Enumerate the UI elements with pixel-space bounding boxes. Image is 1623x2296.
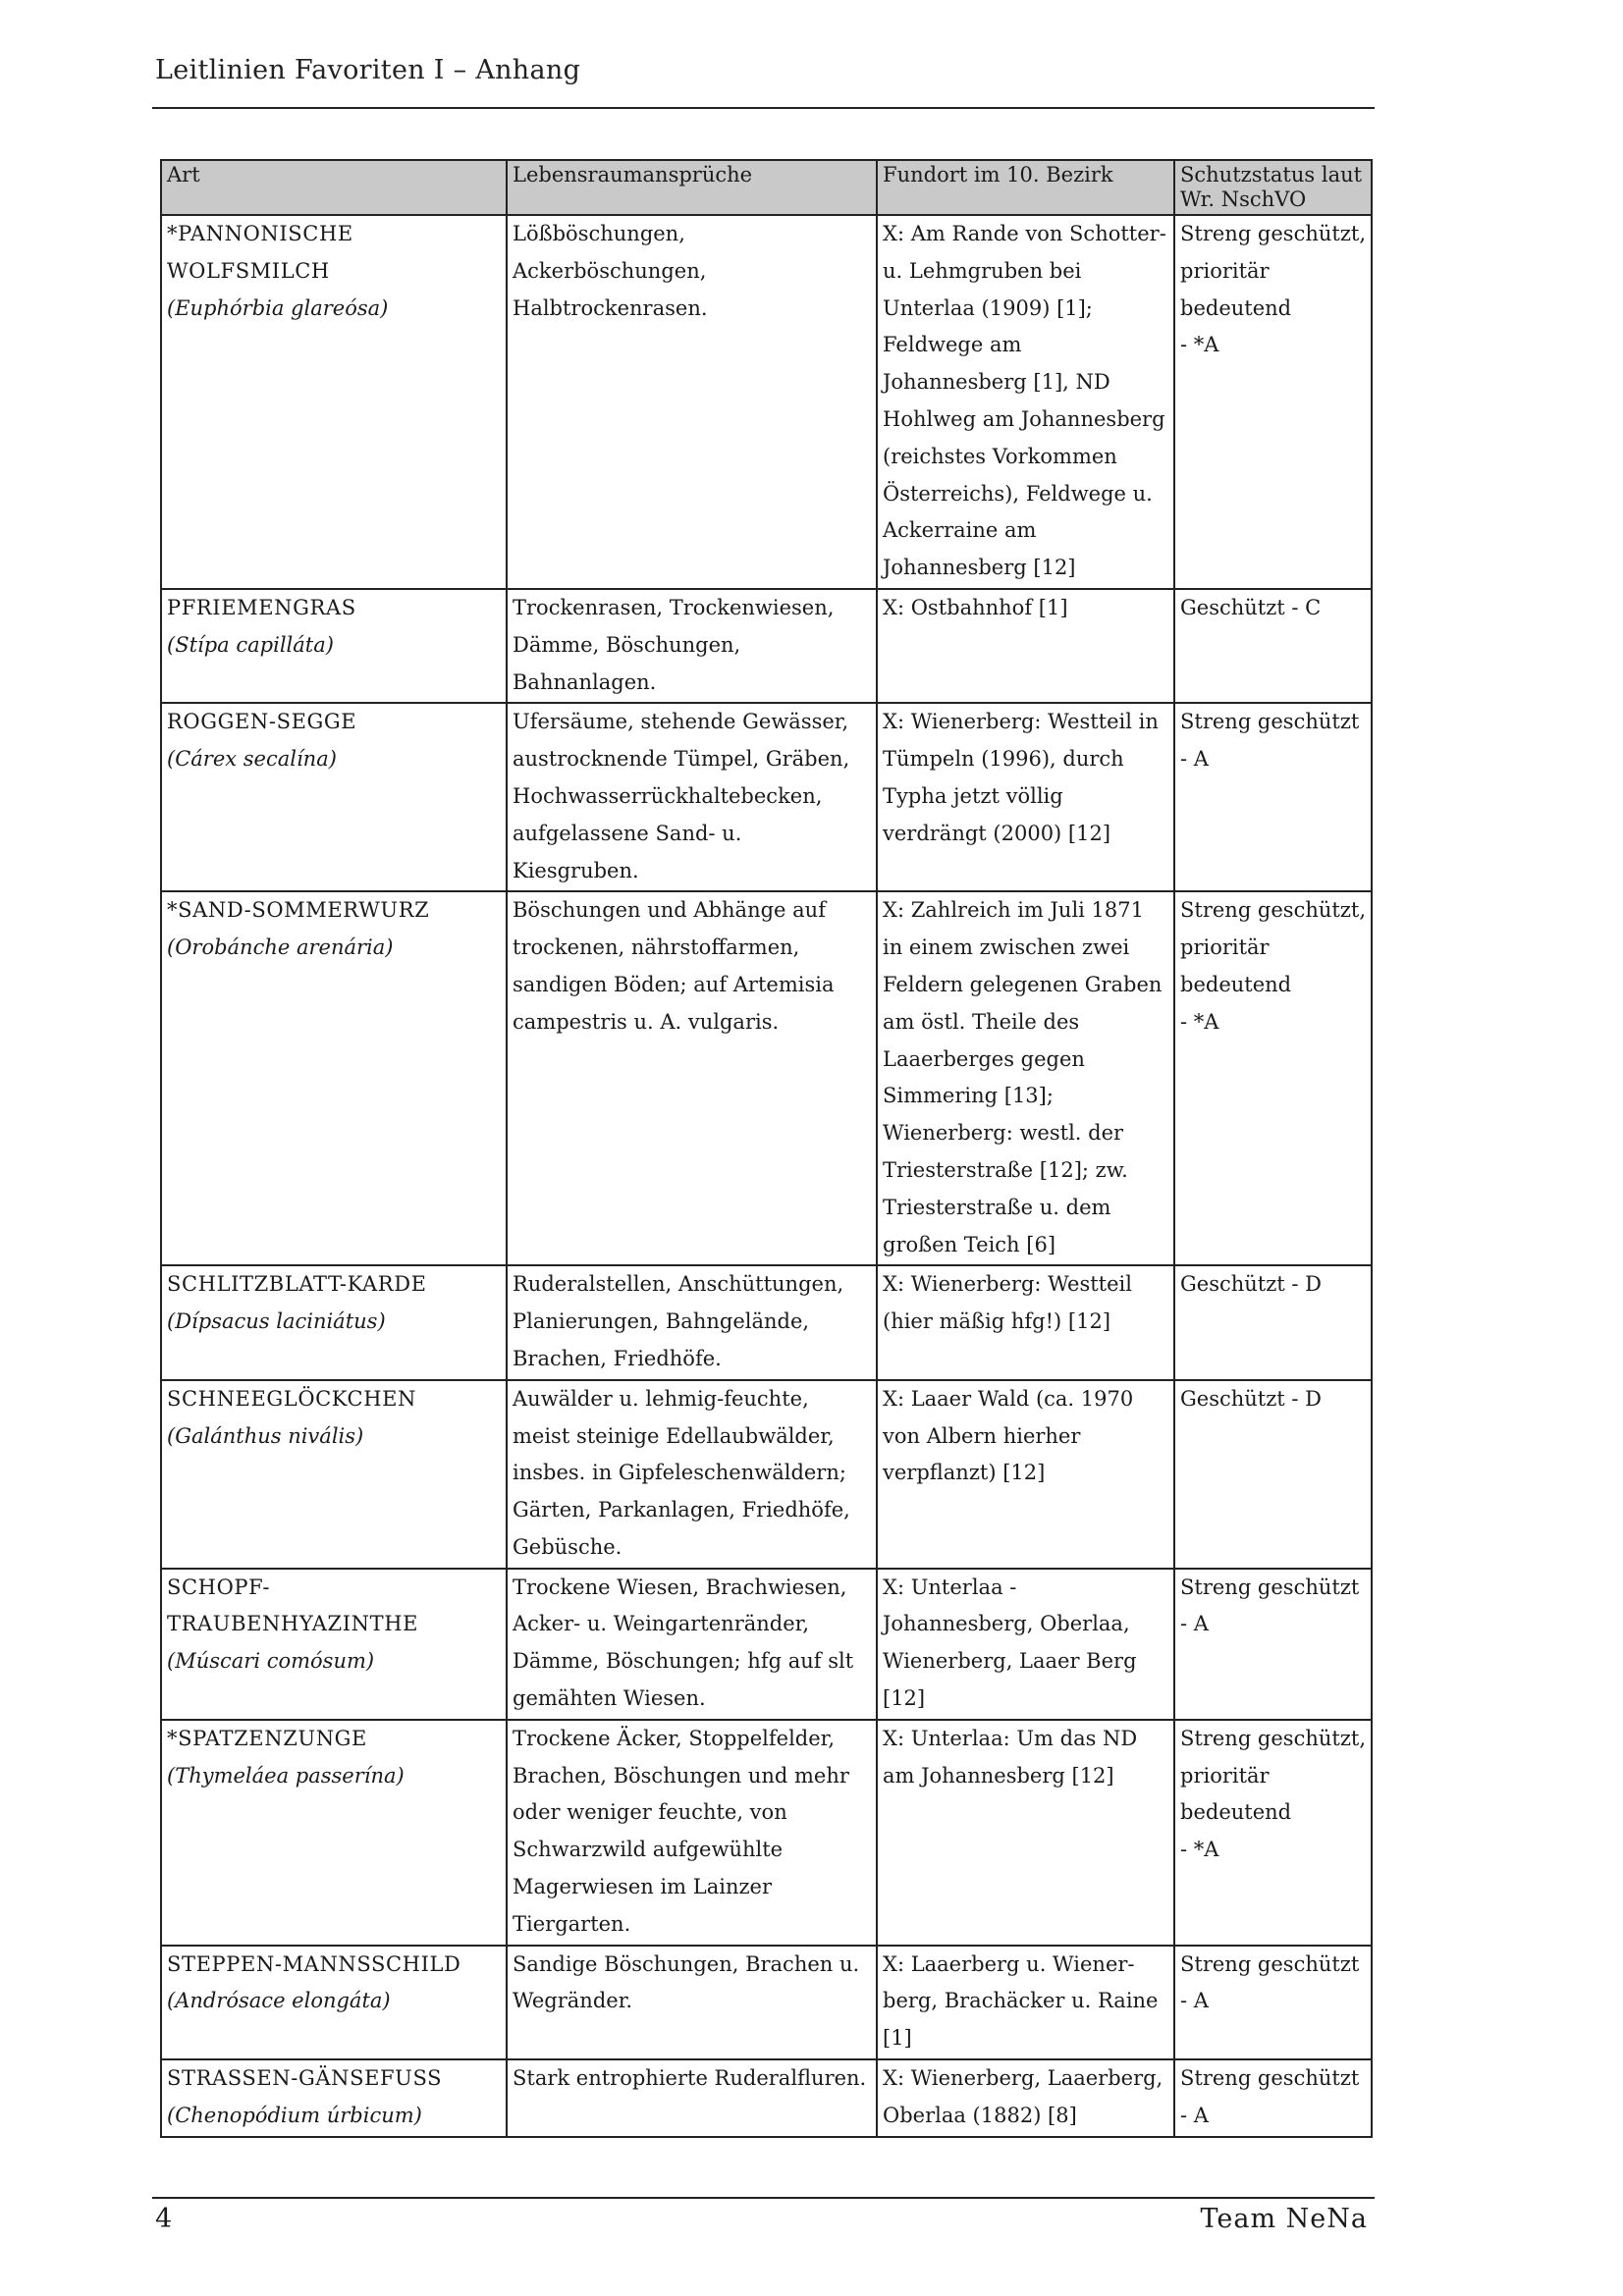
table-row	[161, 215, 1372, 589]
cell-lebensraum	[507, 891, 877, 1265]
habitat-text-line: Ruderalstellen, Anschüttungen,	[513, 1272, 844, 1297]
location-text-line: Simmering [13];	[883, 1084, 1054, 1108]
status-text-line: prioritär	[1180, 935, 1270, 960]
cell-lebensraum	[507, 1265, 877, 1379]
status-text-line: bedeutend	[1180, 1800, 1292, 1825]
species-latin-name: (Galánthus nivális)	[167, 1423, 364, 1448]
location-text-line: von Albern hierher	[883, 1423, 1081, 1448]
habitat-text-line: Brachen, Böschungen und mehr	[513, 1763, 849, 1788]
species-latin-name: (Euphórbia glareósa)	[167, 295, 389, 320]
table-row	[161, 891, 1372, 1265]
habitat-text-line: Dämme, Böschungen; hfg auf slt	[513, 1649, 854, 1674]
cell-fundort	[877, 1569, 1174, 1720]
location-text-line: Triesterstraße [12]; zw.	[883, 1157, 1128, 1182]
habitat-text-line: Magerwiesen im Lainzer	[513, 1875, 772, 1899]
habitat-text-line: gemähten Wiesen.	[513, 1686, 706, 1711]
location-text-line: X: Laaerberg u. Wiener-	[883, 1951, 1135, 1976]
habitat-text-line: Bahnanlagen.	[513, 669, 657, 694]
cell-art	[161, 215, 507, 589]
status-text-line: Geschützt - D	[1180, 1386, 1323, 1411]
location-text-line: Wienerberg, Laaer Berg	[883, 1649, 1137, 1674]
habitat-text-line: Hochwasserrückhaltebecken,	[513, 783, 823, 808]
habitat-text-line: Gärten, Parkanlagen, Friedhöfe,	[513, 1498, 850, 1522]
cell-lebensraum	[507, 1946, 877, 2059]
species-table-body	[161, 215, 1372, 2137]
status-text-line: Streng geschützt,	[1180, 1726, 1367, 1750]
location-text-line: Johannesberg, Oberlaa,	[883, 1612, 1130, 1636]
page-number: 4	[155, 2204, 173, 2234]
location-text-line: Laaerberges gegen	[883, 1046, 1085, 1071]
location-text-line: X: Wienerberg: Westteil in	[883, 710, 1159, 734]
species-common-name: STEPPEN-MANNSSCHILD	[167, 1951, 461, 1976]
table-row	[161, 1720, 1372, 1946]
status-text-line: - A	[1180, 1989, 1209, 2013]
status-text-line: prioritär	[1180, 258, 1270, 283]
table-row	[161, 1946, 1372, 2059]
team-name: Team NeNa	[1200, 2204, 1368, 2234]
cell-schutzstatus	[1174, 1720, 1372, 1946]
habitat-text-line: austrocknende Tümpel, Gräben,	[513, 747, 850, 772]
habitat-text-line: Dämme, Böschungen,	[513, 632, 741, 657]
cell-schutzstatus	[1174, 2059, 1372, 2137]
cell-schutzstatus	[1174, 1265, 1372, 1379]
location-text-line: am östl. Theile des	[883, 1009, 1080, 1034]
species-common-name: SCHLITZBLATT-KARDE	[167, 1272, 427, 1297]
cell-schutzstatus	[1174, 891, 1372, 1265]
location-text-line: X: Unterlaa: Um das ND	[883, 1726, 1138, 1750]
cell-lebensraum	[507, 1380, 877, 1569]
location-text-line: berg, Brachäcker u. Raine	[883, 1989, 1159, 2013]
cell-fundort	[877, 703, 1174, 891]
species-latin-name: (Cárex secalína)	[167, 747, 337, 772]
cell-art	[161, 589, 507, 703]
status-text-line: bedeutend	[1180, 295, 1292, 320]
species-common-name: *PANNONISCHE	[167, 222, 353, 245]
location-text-line: X: Zahlreich im Juli 1871	[883, 898, 1144, 923]
cell-art	[161, 1569, 507, 1720]
location-text-line: X: Wienerberg, Laaerberg,	[883, 2066, 1163, 2091]
status-text-line: - *A	[1180, 1009, 1219, 1034]
species-common-name: STRASSEN-GÄNSEFUSS	[167, 2066, 443, 2091]
table-row	[161, 703, 1372, 891]
location-text-line: Oberlaa (1882) [8]	[883, 2103, 1077, 2127]
habitat-text-line: Böschungen und Abhänge auf	[513, 898, 826, 923]
cell-art	[161, 891, 507, 1265]
cell-fundort	[877, 1946, 1174, 2059]
cell-lebensraum	[507, 1569, 877, 1720]
location-text-line: X: Ostbahnhof [1]	[883, 595, 1068, 619]
header-divider	[152, 107, 1375, 109]
cell-art	[161, 1265, 507, 1379]
species-table	[160, 159, 1373, 2138]
cell-lebensraum	[507, 1720, 877, 1946]
cell-lebensraum	[507, 703, 877, 891]
location-text-line: [1]	[883, 2026, 912, 2051]
habitat-text-line: Brachen, Friedhöfe.	[513, 1346, 722, 1370]
cell-art	[161, 1720, 507, 1946]
species-common-name: *SAND-SOMMERWURZ	[167, 898, 430, 923]
location-text-line: am Johannesberg [12]	[883, 1763, 1114, 1788]
location-text-line: (hier mäßig hfg!) [12]	[883, 1309, 1111, 1334]
habitat-text-line: Kiesgruben.	[513, 858, 639, 882]
location-text-line: verpflanzt) [12]	[883, 1461, 1046, 1485]
table-header-row	[161, 160, 1372, 215]
location-text-line: Feldern gelegenen Graben	[883, 972, 1163, 996]
species-latin-name: (Dípsacus laciniátus)	[167, 1309, 386, 1334]
location-text-line: (reichstes Vorkommen	[883, 444, 1117, 468]
cell-fundort	[877, 215, 1174, 589]
location-text-line: u. Lehmgruben bei	[883, 258, 1082, 283]
location-text-line: verdrängt (2000) [12]	[883, 821, 1111, 845]
habitat-text-line: trockenen, nährstoffarmen,	[513, 935, 800, 960]
habitat-text-line: Acker- u. Weingartenränder,	[513, 1612, 810, 1636]
column-header-lebensraum: Lebensraumansprüche	[507, 160, 877, 215]
cell-lebensraum	[507, 2059, 877, 2137]
column-header-art: Art	[161, 160, 507, 215]
species-latin-name: (Chenopódium úrbicum)	[167, 2103, 422, 2127]
species-common-name: *SPATZENZUNGE	[167, 1726, 367, 1750]
habitat-text-line: Trockenrasen, Trockenwiesen,	[513, 595, 835, 619]
status-text-line: Streng geschützt	[1180, 1575, 1360, 1599]
status-text-line: - A	[1180, 2103, 1209, 2127]
status-text-line: Streng geschützt	[1180, 1951, 1360, 1976]
habitat-text-line: Lößböschungen,	[513, 222, 685, 245]
location-text-line: X: Laaer Wald (ca. 1970	[883, 1386, 1134, 1411]
location-text-line: Johannesberg [12]	[883, 556, 1076, 580]
location-text-line: [12]	[883, 1686, 926, 1711]
habitat-text-line: campestris u. A. vulgaris.	[513, 1009, 780, 1034]
location-text-line: Wienerberg: westl. der	[883, 1121, 1124, 1146]
location-text-line: Feldwege am	[883, 333, 1022, 357]
cell-art	[161, 2059, 507, 2137]
habitat-text-line: Schwarzwild aufgewühlte	[513, 1838, 784, 1862]
habitat-text-line: Gebüsche.	[513, 1534, 622, 1559]
status-text-line: Geschützt - C	[1180, 595, 1322, 619]
location-text-line: Unterlaa (1909) [1];	[883, 295, 1093, 320]
habitat-text-line: sandigen Böden; auf Artemisia	[513, 972, 835, 996]
species-common-name: WOLFSMILCH	[167, 258, 330, 283]
cell-schutzstatus	[1174, 1380, 1372, 1569]
species-common-name: SCHOPF-	[167, 1575, 271, 1599]
location-text-line: X: Unterlaa -	[883, 1575, 1017, 1599]
location-text-line: Hohlweg am Johannesberg	[883, 406, 1165, 431]
cell-schutzstatus	[1174, 215, 1372, 589]
habitat-text-line: Halbtrockenrasen.	[513, 295, 708, 320]
cell-fundort	[877, 589, 1174, 703]
species-common-name: TRAUBENHYAZINTHE	[167, 1612, 419, 1636]
cell-fundort	[877, 1265, 1174, 1379]
column-header-fundort: Fundort im 10. Bezirk	[877, 160, 1174, 215]
location-text-line: Ackerraine am	[883, 518, 1037, 543]
habitat-text-line: Stark entrophierte Ruderalfluren.	[513, 2066, 867, 2091]
cell-fundort	[877, 1720, 1174, 1946]
cell-fundort	[877, 891, 1174, 1265]
location-text-line: in einem zwischen zwei	[883, 935, 1130, 960]
cell-schutzstatus	[1174, 589, 1372, 703]
table-row	[161, 1265, 1372, 1379]
cell-art	[161, 703, 507, 891]
habitat-text-line: Ufersäume, stehende Gewässer,	[513, 710, 849, 734]
location-text-line: Triesterstraße u. dem	[883, 1195, 1111, 1219]
species-latin-name: (Múscari comósum)	[167, 1649, 375, 1674]
table-row	[161, 1569, 1372, 1720]
habitat-text-line: Trockene Äcker, Stoppelfelder,	[513, 1726, 836, 1750]
cell-schutzstatus	[1174, 703, 1372, 891]
habitat-text-line: Ackerböschungen,	[513, 258, 707, 283]
cell-art	[161, 1380, 507, 1569]
habitat-text-line: Sandige Böschungen, Brachen u.	[513, 1951, 860, 1976]
habitat-text-line: Wegränder.	[513, 1989, 633, 2013]
habitat-text-line: Auwälder u. lehmig-feuchte,	[513, 1386, 809, 1411]
habitat-text-line: Trockene Wiesen, Brachwiesen,	[513, 1575, 847, 1599]
status-text-line: bedeutend	[1180, 972, 1292, 996]
species-latin-name: (Stípa capilláta)	[167, 632, 334, 657]
cell-fundort	[877, 2059, 1174, 2137]
habitat-text-line: Tiergarten.	[513, 1911, 631, 1936]
status-text-line: prioritär	[1180, 1763, 1270, 1788]
status-text-line: Streng geschützt	[1180, 2066, 1360, 2091]
status-text-line: - *A	[1180, 1838, 1219, 1862]
species-common-name: SCHNEEGLÖCKCHEN	[167, 1386, 417, 1411]
status-text-line: Streng geschützt	[1180, 710, 1360, 734]
cell-fundort	[877, 1380, 1174, 1569]
species-latin-name: (Orobánche arenária)	[167, 935, 394, 960]
habitat-text-line: meist steinige Edellaubwälder,	[513, 1423, 835, 1448]
status-text-line: - *A	[1180, 333, 1219, 357]
habitat-text-line: insbes. in Gipfeleschenwäldern;	[513, 1461, 846, 1485]
status-text-line: - A	[1180, 747, 1209, 772]
species-latin-name: (Andrósace elongáta)	[167, 1989, 391, 2013]
status-text-line: Geschützt - D	[1180, 1272, 1323, 1297]
location-text-line: Typha jetzt völlig	[883, 783, 1063, 808]
habitat-text-line: oder weniger feuchte, von	[513, 1800, 787, 1825]
status-text-line: Streng geschützt,	[1180, 898, 1367, 923]
cell-schutzstatus	[1174, 1569, 1372, 1720]
cell-art	[161, 1946, 507, 2059]
species-common-name: ROGGEN-SEGGE	[167, 710, 357, 734]
location-text-line: großen Teich [6]	[883, 1232, 1056, 1256]
table-row	[161, 589, 1372, 703]
table-row	[161, 1380, 1372, 1569]
page-header-title: Leitlinien Favoriten I – Anhang	[155, 55, 581, 85]
table-row	[161, 2059, 1372, 2137]
cell-lebensraum	[507, 215, 877, 589]
species-latin-name: (Thymeláea passerína)	[167, 1763, 405, 1788]
species-common-name: PFRIEMENGRAS	[167, 595, 356, 619]
location-text-line: Tümpeln (1996), durch	[883, 747, 1124, 772]
location-text-line: Österreichs), Feldwege u.	[883, 481, 1153, 506]
cell-schutzstatus	[1174, 1946, 1372, 2059]
footer-divider	[152, 2197, 1375, 2199]
status-text-line: - A	[1180, 1612, 1209, 1636]
location-text-line: Johannesberg [1], ND	[883, 370, 1110, 395]
cell-lebensraum	[507, 589, 877, 703]
habitat-text-line: Planierungen, Bahngelände,	[513, 1309, 810, 1334]
column-header-schutzstatus: Schutzstatus laut Wr. NschVO	[1174, 160, 1372, 215]
status-text-line: Streng geschützt,	[1180, 222, 1367, 245]
location-text-line: X: Wienerberg: Westteil	[883, 1272, 1132, 1297]
location-text-line: X: Am Rande von Schotter-	[883, 222, 1166, 245]
habitat-text-line: aufgelassene Sand- u.	[513, 821, 742, 845]
